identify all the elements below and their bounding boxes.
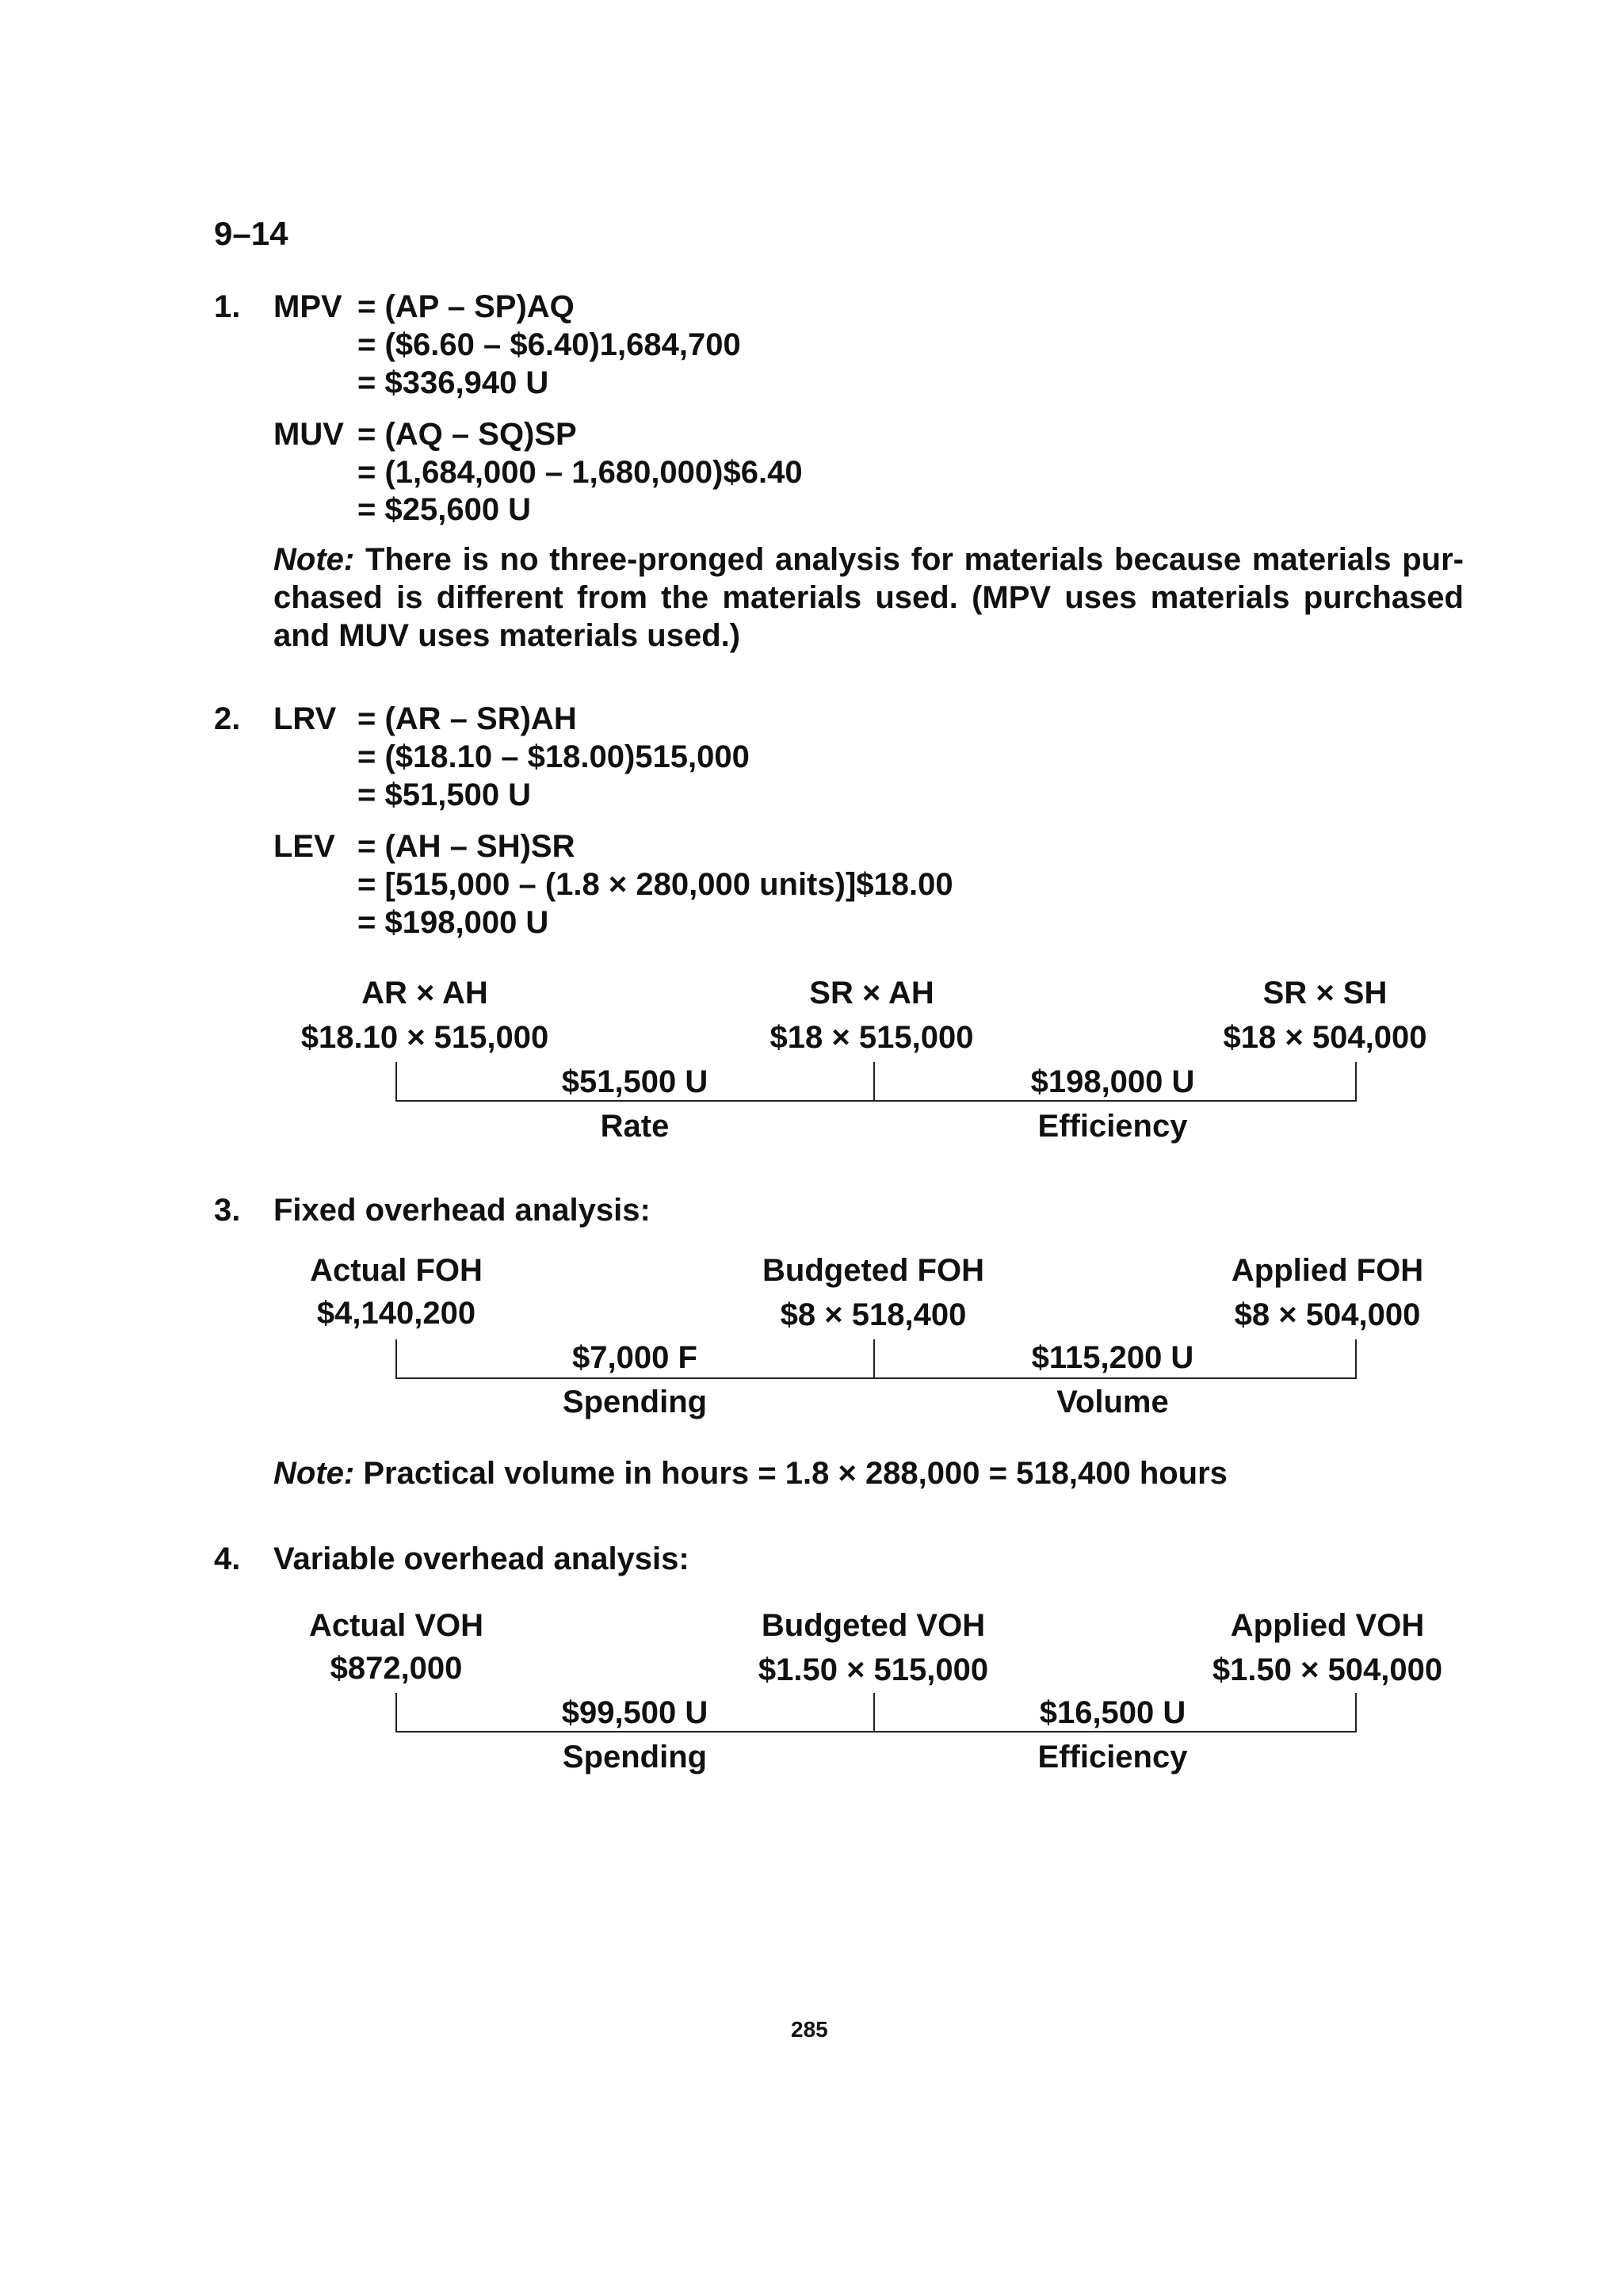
page-number: 285 <box>791 2017 828 2042</box>
mpv-calculation: = ($6.60 – $6.40)1,684,700 <box>357 327 741 362</box>
foh-volume-variance: $115,200 U <box>1031 1340 1194 1375</box>
q1-number: 1. <box>214 289 241 324</box>
foh-header-budgeted: Budgeted FOH <box>762 1253 984 1288</box>
voh-bracket-right <box>1355 1693 1357 1733</box>
voh-header-budgeted: Budgeted VOH <box>761 1608 986 1643</box>
foh-value-actual: $4,140,200 <box>316 1296 476 1331</box>
voh-value-actual: $872,000 <box>330 1651 463 1686</box>
foh-bracket-base <box>395 1377 1357 1379</box>
labor-bracket-base <box>395 1100 1357 1102</box>
mpv-label: MPV <box>273 289 342 324</box>
q4-number: 4. <box>214 1541 241 1576</box>
volume-note <box>273 1455 1228 1492</box>
foh-value-applied: $8 × 504,000 <box>1234 1297 1421 1332</box>
muv-result: = $25,600 U <box>357 492 532 527</box>
labor-header-standard: SR × SH <box>1262 976 1388 1010</box>
materials-note <box>273 541 1464 655</box>
mpv-result: = $336,940 U <box>357 365 549 400</box>
labor-efficiency-label: Efficiency <box>1037 1109 1188 1144</box>
mpv-formula: = (AP – SP)AQ <box>357 289 575 324</box>
labor-bracket-left <box>395 1062 397 1102</box>
labor-efficiency-variance: $198,000 U <box>1030 1064 1195 1099</box>
labor-bracket-mid <box>873 1062 875 1102</box>
voh-efficiency-label: Efficiency <box>1037 1740 1188 1775</box>
lev-formula: = (AH – SH)SR <box>357 829 575 864</box>
muv-label: MUV <box>273 417 344 452</box>
voh-header-actual: Actual VOH <box>308 1608 484 1643</box>
foh-bracket-right <box>1355 1339 1357 1379</box>
labor-value-standard: $18 × 504,000 <box>1223 1020 1427 1055</box>
note-label: Note: <box>273 1456 355 1491</box>
lrv-result: = $51,500 U <box>357 777 532 812</box>
voh-efficiency-variance: $16,500 U <box>1039 1695 1186 1730</box>
labor-header-middle: SR × AH <box>809 976 934 1010</box>
note-text: Practical volume in hours = 1.8 × 288,000 = 518,400 hours <box>363 1456 1228 1491</box>
voh-bracket-mid <box>873 1693 875 1733</box>
lrv-label: LRV <box>273 701 337 736</box>
q3-title: Fixed overhead analysis: <box>273 1193 651 1228</box>
lrv-formula: = (AR – SR)AH <box>357 701 577 736</box>
foh-bracket-left <box>395 1339 397 1379</box>
lev-calculation: = [515,000 – (1.8 × 280,000 units)]$18.00 <box>357 867 953 902</box>
problem-number: 9–14 <box>214 215 288 252</box>
foh-volume-label: Volume <box>1056 1385 1169 1419</box>
labor-rate-label: Rate <box>600 1109 670 1144</box>
foh-value-budgeted: $8 × 518,400 <box>780 1297 967 1332</box>
voh-bracket-left <box>395 1693 397 1733</box>
foh-spending-variance: $7,000 F <box>572 1340 697 1375</box>
voh-value-applied: $1.50 × 504,000 <box>1212 1652 1443 1687</box>
labor-bracket-right <box>1355 1062 1357 1102</box>
voh-header-applied: Applied VOH <box>1230 1608 1425 1643</box>
labor-value-middle: $18 × 515,000 <box>769 1020 974 1055</box>
q4-title: Variable overhead analysis: <box>273 1541 689 1576</box>
note-label: Note: <box>273 542 355 577</box>
foh-bracket-mid <box>873 1339 875 1379</box>
voh-spending-variance: $99,500 U <box>561 1695 708 1730</box>
foh-spending-label: Spending <box>562 1385 708 1419</box>
note-text: There is no three-pronged analysis for materials because materials pur-chased is different from the materials used. (MPV uses materials purchased and MUV uses materials used.) <box>273 542 1464 653</box>
labor-value-actual: $18.10 × 515,000 <box>300 1020 549 1055</box>
muv-calculation: = (1,684,000 – 1,680,000)$6.40 <box>357 455 803 490</box>
lev-label: LEV <box>273 829 335 864</box>
foh-header-actual: Actual FOH <box>310 1253 483 1288</box>
lrv-calculation: = ($18.10 – $18.00)515,000 <box>357 739 750 774</box>
lev-result: = $198,000 U <box>357 905 549 940</box>
q3-number: 3. <box>214 1193 241 1228</box>
foh-header-applied: Applied FOH <box>1231 1253 1424 1288</box>
voh-value-budgeted: $1.50 × 515,000 <box>758 1652 989 1687</box>
voh-spending-label: Spending <box>562 1740 708 1775</box>
labor-header-actual: AR × AH <box>361 976 488 1010</box>
q2-number: 2. <box>214 701 241 736</box>
labor-rate-variance: $51,500 U <box>561 1064 708 1099</box>
muv-formula: = (AQ – SQ)SP <box>357 417 577 452</box>
voh-bracket-base <box>395 1731 1357 1733</box>
